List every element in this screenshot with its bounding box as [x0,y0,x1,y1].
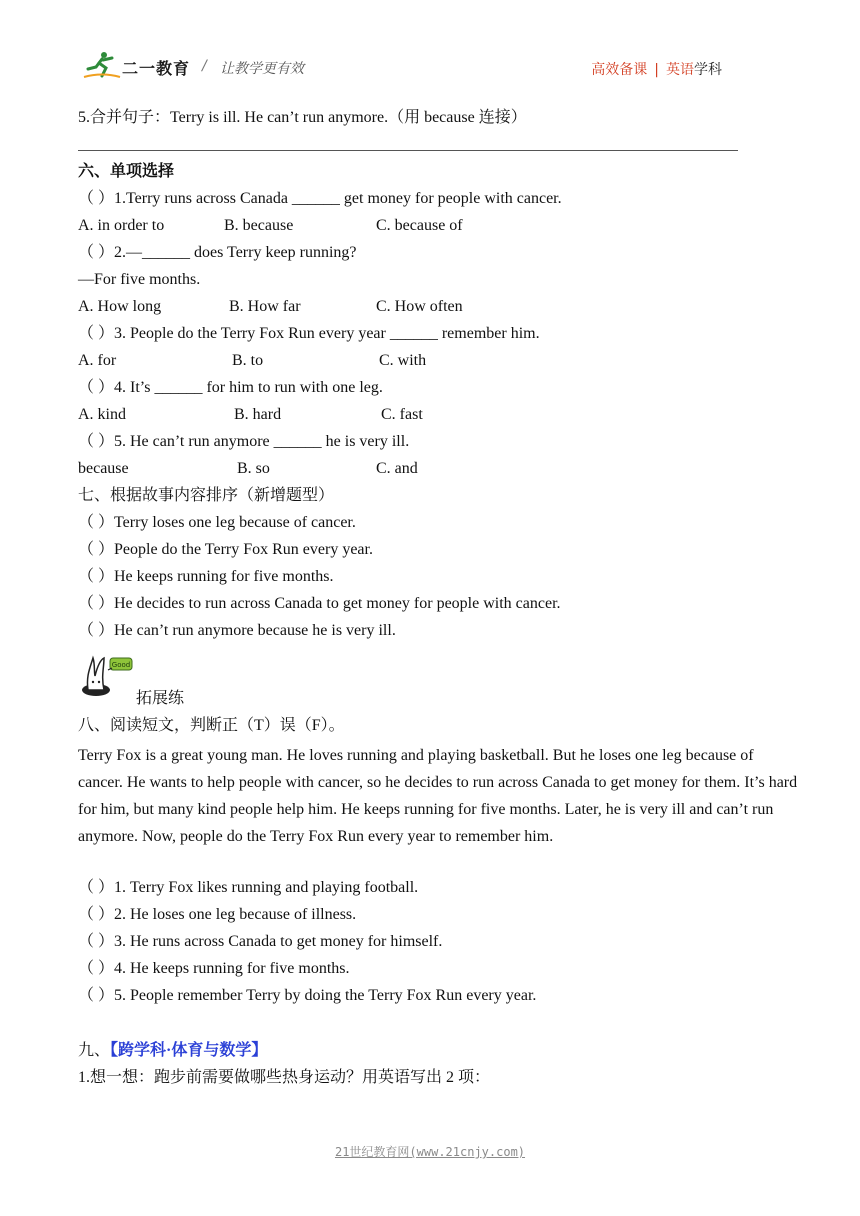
header-separator: | [654,62,659,78]
header-slogan: 让教学更有效 [220,61,304,77]
tf-item-4: （ ）4. He keeps running for five months. [78,960,350,977]
question-6-2-answer-line: —For five months. [78,271,201,288]
option-c: C. and [376,460,418,477]
header-prep-label: 高效备课 [591,62,648,78]
order-item-2: （ ）People do the Terry Fox Run every year. [78,541,373,558]
page-header [82,46,742,86]
option-a: A. kind [78,406,126,423]
option-b: B. because [224,217,294,234]
option-c: C. fast [381,406,423,423]
header-subject-english: 英语 [666,62,694,78]
section-9-prefix: 九、 [78,1042,111,1059]
option-c: C. How often [376,298,463,315]
option-c: C. because of [376,217,463,234]
runner-logo-icon [82,50,122,80]
header-subject-suffix: 学科 [694,62,722,78]
header-subject [591,59,722,79]
section-8-title: 八、阅读短文，判断正（T）误（F）。 [78,717,345,734]
bunny-sign-text: Good [111,661,131,669]
option-b: B. to [232,352,264,369]
question-6-3: （ ）3. People do the Terry Fox Run every year ______ remember him. [78,325,540,342]
option-b: B. How far [229,298,301,315]
section-9-title [78,1041,267,1061]
order-item-1: （ ）Terry loses one leg because of cancer. [78,514,356,531]
page-footer [0,1143,860,1160]
question-6-5: （ ）5. He can’t run anymore ______ he is very ill. [78,433,410,450]
section-9-tag: 【跨学科·体育与数学】 [110,1042,268,1059]
section-9-question-1: 1.想一想：跑步前需要做哪些热身运动？用英语写出 2 项： [78,1069,491,1086]
combine-question: 5.合并句子：Terry is ill. He can’t run anymore.（用 because 连接） [78,109,527,126]
tf-item-5: （ ）5. People remember Terry by doing the Terry Fox Run every year. [78,987,537,1004]
reading-passage: Terry Fox is a great young man. He loves running and playing basketball. But he loses one leg because of cancer. He wants to help people with cancer, so he decides to run across Canada to get money for them. It’s hard for him, but many kind people help him. He keeps running for five months. Later, he is very ill and can’t run anymore. Now, people do the Terry Fox Run every year to remember him. [78,747,798,845]
option-a: A. in order to [78,217,165,234]
option-b: B. so [237,460,270,477]
answer-line[interactable] [78,150,738,151]
section-7-title: 七、根据故事内容排序（新增题型） [78,487,335,504]
extension-label: 拓展练 [136,690,185,707]
option-a: A. How long [78,298,162,315]
bunny-mascot-icon [80,654,136,698]
question-6-4: （ ）4. It’s ______ for him to run with one leg. [78,379,383,396]
question-6-2: （ ）2.—______ does Terry keep running? [78,244,357,261]
order-item-4: （ ）He decides to run across Canada to get money for people with cancer. [78,595,561,612]
option-b: B. hard [234,406,282,423]
option-c: C. with [379,352,427,369]
option-a: because [78,460,129,477]
footer-link[interactable]: 21世纪教育网(www.21cnjy.com) [334,1145,526,1159]
tf-item-1: （ ）1. Terry Fox likes running and playing football. [78,879,419,896]
header-slash: / [202,58,207,74]
order-item-5: （ ）He can’t run anymore because he is very ill. [78,622,396,639]
section-6-title: 六、单项选择 [78,163,175,180]
order-item-3: （ ）He keeps running for five months. [78,568,334,585]
option-a: A. for [78,352,117,369]
tf-item-2: （ ）2. He loses one leg because of illness. [78,906,357,923]
logo-text: 二一教育 [122,59,191,78]
tf-item-3: （ ）3. He runs across Canada to get money for himself. [78,933,443,950]
question-6-1: （ ）1.Terry runs across Canada ______ get money for people with cancer. [78,190,562,207]
